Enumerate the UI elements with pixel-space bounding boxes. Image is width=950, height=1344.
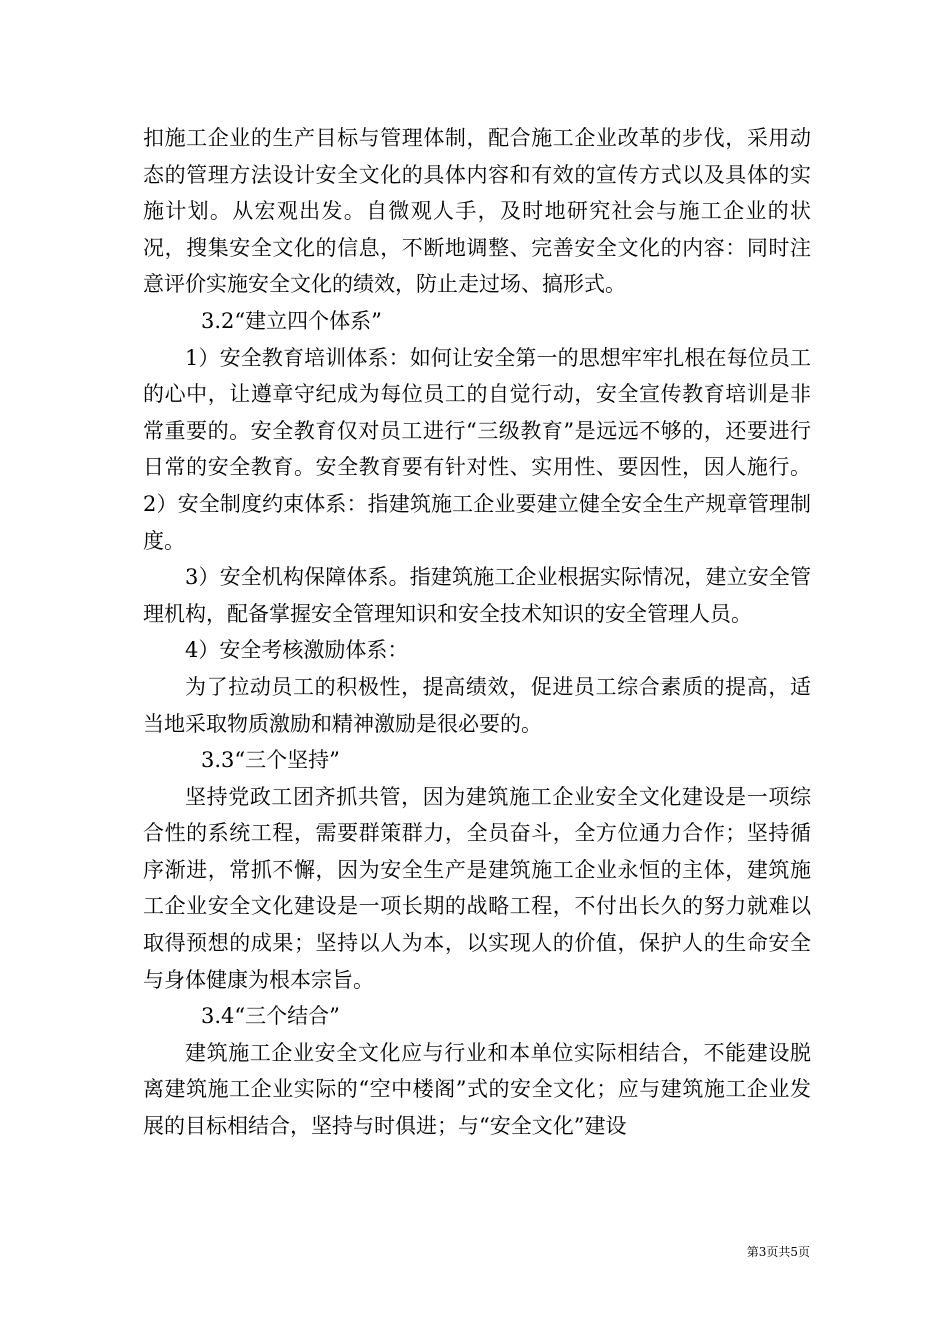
section-heading: 3.3“三个坚持” (201, 748, 340, 773)
section-heading: 3.2“建立四个体系” (201, 308, 382, 333)
paragraph: 4）安全考核激励体系： (185, 638, 409, 663)
paragraph: 建筑施工企业安全文化应与行业和本单位实际相结合，不能建设脱离建筑施工企业实际的“空中楼阁”式的安全文化；应与建筑施工企业发展的目标相结合，坚持与时俱进；与“安全文化”建设 (143, 1040, 811, 1139)
document-body (143, 120, 811, 1145)
paragraph: 1）安全教育培训体系：如何让安全第一的思想牢牢扎根在每位员工的心中，让遵章守纪成为每位员工的自觉行动，安全宣传教育培训是非常重要的。安全教育仅对员工进行“三级教育”是远远不够的，还要进行日常的安全教育。安全教育要有针对性、实用性、要因性，因人施行。2）安全制度约束体系：指建筑施工企业要建立健全安全生产规章管理制度。 (143, 345, 811, 553)
paragraph: 坚持党政工团齐抓共管，因为建筑施工企业安全文化建设是一项综合性的系统工程，需要群策群力，全员奋斗，全方位通力合作；坚持循序渐进，常抓不懈，因为安全生产是建筑施工企业永恒的主体，建筑施工企业安全文化建设是一项长期的战略工程，不付出长久的努力就难以取得预想的成果；坚持以人为本，以实现人的价值，保护人的生命安全与身体健康为根本宗旨。 (143, 784, 811, 992)
section-heading: 3.4“三个结合” (201, 1004, 340, 1029)
paragraph: 为了拉动员工的积极性，提高绩效，促进员工综合素质的提高，适当地采取物质激励和精神激励是很必要的。 (143, 674, 811, 736)
page-number: 第3页共5页 (746, 1245, 810, 1259)
paragraph: 扣施工企业的生产目标与管理体制，配合施工企业改革的步伐，采用动态的管理方法设计安全文化的具体内容和有效的宣传方式以及具体的实施计划。从宏观出发。自微观人手，及时地研究社会与施工企业的状况，搜集安全文化的信息，不断地调整、完善安全文化的内容：同时注意评价实施安全文化的绩效，防止走过场、搞形式。 (143, 126, 811, 297)
paragraph: 3）安全机构保障体系。指建筑施工企业根据实际情况，建立安全管理机构，配备掌握安全管理知识和安全技术知识的安全管理人员。 (143, 565, 811, 626)
